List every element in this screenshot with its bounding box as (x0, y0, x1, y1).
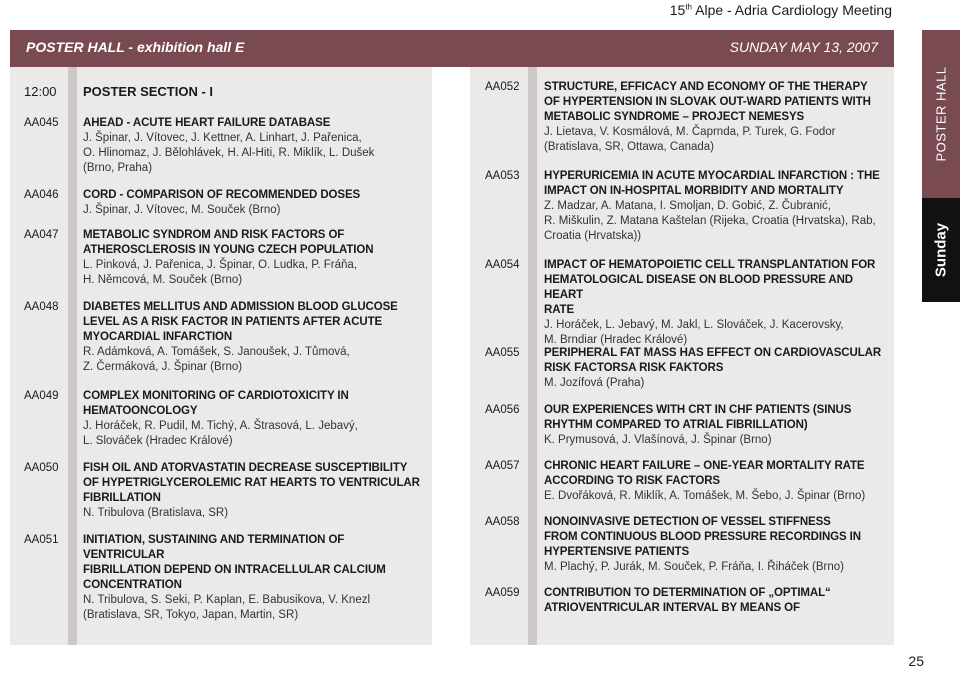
abstract-code: AA057 (485, 460, 520, 472)
abstract-title-line: IMPACT ON IN-HOSPITAL MORBIDITY AND MORTALITY (544, 185, 844, 197)
abstract-title-line: HYPERURICEMIA IN ACUTE MYOCARDIAL INFARCTION : THE (544, 170, 880, 182)
abstract-code: AA050 (24, 462, 59, 474)
abstract-authors-line: H. Němcová, M. Souček (Brno) (83, 274, 243, 286)
conference-title: 15th Alpe - Adria Cardiology Meeting (669, 2, 892, 18)
abstract-title-line: CHRONIC HEART FAILURE – ONE-YEAR MORTALITY RATE (544, 460, 865, 472)
abstract-authors-line: J. Horáček, L. Jebavý, M. Jakl, L. Slováček, J. Kacerovsky, (544, 319, 844, 331)
abstract-code: AA049 (24, 390, 59, 402)
abstract-code: AA047 (24, 229, 59, 241)
abstract-title-line: AHEAD - ACUTE HEART FAILURE DATABASE (83, 117, 331, 129)
abstract-title-line: METABOLIC SYNDROM AND RISK FACTORS OF (83, 229, 345, 241)
abstract-authors-line: Z. Madzar, A. Matana, I. Smoljan, D. Gobić, Z. Čubranić, (544, 200, 831, 212)
abstract-code: AA059 (485, 587, 520, 599)
abstract-title-line: ATHEROSCLEROSIS IN YOUNG CZECH POPULATION (83, 244, 374, 256)
session-date: SUNDAY MAY 13, 2007 (729, 39, 878, 55)
abstract-authors-line: (Bratislava, SR, Ottawa, Canada) (544, 141, 715, 153)
right-column-divider (528, 67, 537, 645)
abstract-title-line: COMPLEX MONITORING OF CARDIOTOXICITY IN (83, 390, 349, 402)
left-column-divider (68, 67, 77, 645)
abstract-code: AA051 (24, 534, 59, 546)
abstract-title-line: MYOCARDIAL INFARCTION (83, 331, 233, 343)
abstract-authors-line: J. Horáček, R. Pudil, M. Tichý, A. Štrasová, L. Jebavý, (83, 420, 358, 432)
abstract-authors-line: (Bratislava, SR, Tokyo, Japan, Martin, SR) (83, 609, 299, 621)
abstract-code: AA054 (485, 259, 520, 271)
abstract-title-line: OF HYPETRIGLYCEROLEMIC RAT HEARTS TO VENTRICULAR (83, 477, 420, 489)
header-band (10, 30, 894, 67)
abstract-title-line: METABOLIC SYNDROME – PROJECT NEMESYS (544, 111, 805, 123)
abstract-authors-line: J. Špinar, J. Vítovec, M. Souček (Brno) (83, 204, 281, 216)
abstract-code: AA056 (485, 404, 520, 416)
abstract-code: AA045 (24, 117, 59, 129)
abstract-title-line: HYPERTENSIVE PATIENTS (544, 546, 690, 558)
abstract-title-line: ATRIOVENTRICULAR INTERVAL BY MEANS OF (544, 602, 800, 614)
abstract-title-line: IMPACT OF HEMATOPOIETIC CELL TRANSPLANTATION FOR (544, 259, 876, 271)
abstract-title-line: FROM CONTINUOUS BLOOD PRESSURE RECORDINGS IN (544, 531, 861, 543)
abstract-title-line: FIBRILLATION DEPEND ON INTRACELLULAR CALCIUM (83, 564, 386, 576)
abstract-code: AA048 (24, 301, 59, 313)
side-tab-poster-hall: POSTER HALL (922, 30, 960, 198)
abstract-title-line: FISH OIL AND ATORVASTATIN DECREASE SUSCEPTIBILITY (83, 462, 408, 474)
abstract-title-line: FIBRILLATION (83, 492, 161, 504)
poster-hall-label: POSTER HALL - exhibition hall E (26, 39, 245, 55)
page-number: 25 (908, 653, 924, 669)
abstract-authors-line: J. Lietava, V. Kosmálová, M. Čaprnda, P. Turek, G. Fodor (544, 126, 836, 138)
abstract-code: AA053 (485, 170, 520, 182)
abstract-title-line: OF HYPERTENSION IN SLOVAK OUT-WARD PATIENTS WITH (544, 96, 871, 108)
abstract-title-line: NONOINVASIVE DETECTION OF VESSEL STIFFNESS (544, 516, 831, 528)
abstract-title-line: CONCENTRATION (83, 579, 182, 591)
abstract-authors-line: L. Slováček (Hradec Králové) (83, 435, 233, 447)
abstract-authors-line: K. Prymusová, J. Vlašínová, J. Špinar (Brno) (544, 434, 772, 446)
abstract-authors-line: J. Špinar, J. Vítovec, J. Kettner, A. Linhart, J. Pařenica, (83, 132, 362, 144)
abstract-authors-line: E. Dvořáková, R. Miklík, A. Tomášek, M. Šebo, J. Špinar (Brno) (544, 490, 866, 502)
abstract-code: AA058 (485, 516, 520, 528)
section-title: POSTER SECTION - I (83, 84, 214, 99)
abstract-title-line: CORD - COMPARISON OF RECOMMENDED DOSES (83, 189, 361, 201)
abstract-title-line: DIABETES MELLITUS AND ADMISSION BLOOD GLUCOSE (83, 301, 398, 313)
abstract-authors-line: L. Pinková, J. Pařenica, J. Špinar, O. Ludka, P. Fráňa, (83, 259, 358, 271)
abstract-code: AA055 (485, 347, 520, 359)
abstract-title-line: INITIATION, SUSTAINING AND TERMINATION OF VENTRICULAR (83, 534, 345, 561)
side-tab-sunday: Sunday (922, 198, 960, 302)
abstract-title-line: CONTRIBUTION TO DETERMINATION OF „OPTIMAL“ (544, 587, 831, 599)
abstract-authors-line: M. Brndiar (Hradec Králové) (544, 334, 688, 346)
abstract-authors-line: (Brno, Praha) (83, 162, 153, 174)
abstract-title-line: ACCORDING TO RISK FACTORS (544, 475, 720, 487)
abstract-title-line: RISK FACTORSA RISK FAKTORS (544, 362, 724, 374)
abstract-authors-line: R. Miškulin, Z. Matana Kaštelan (Rijeka, Croatia (Hrvatska), Rab, (544, 215, 876, 227)
abstract-title-line: PERIPHERAL FAT MASS HAS EFFECT ON CARDIOVASCULAR (544, 347, 882, 359)
abstract-authors-line: N. Tribulova (Bratislava, SR) (83, 507, 229, 519)
abstract-title-line: RATE (544, 304, 575, 316)
abstract-title-line: HEMATOONCOLOGY (83, 405, 198, 417)
abstract-title-line: OUR EXPERIENCES WITH CRT IN CHF PATIENTS (SINUS (544, 404, 852, 416)
abstract-authors-line: Croatia (Hrvatska)) (544, 230, 642, 242)
abstract-authors-line: M. Jozífová (Praha) (544, 377, 645, 389)
abstract-code: AA046 (24, 189, 59, 201)
abstract-title-line: RHYTHM COMPARED TO ATRIAL FIBRILLATION) (544, 419, 808, 431)
abstract-authors-line: M. Plachý, P. Jurák, M. Souček, P. Fráňa, I. Řiháček (Brno) (544, 561, 844, 573)
abstract-authors-line: Z. Čermáková, J. Špinar (Brno) (83, 361, 243, 373)
abstract-title-line: LEVEL AS A RISK FACTOR IN PATIENTS AFTER ACUTE (83, 316, 383, 328)
abstract-authors-line: N. Tribulova, S. Seki, P. Kaplan, E. Babusikova, V. Knezl (83, 594, 371, 606)
abstract-code: AA052 (485, 81, 520, 93)
section-time: 12:00 (24, 84, 57, 99)
abstract-title-line: HEMATOLOGICAL DISEASE ON BLOOD PRESSURE AND HEART (544, 274, 853, 301)
abstract-authors-line: R. Adámková, A. Tomášek, S. Janoušek, J. Tůmová, (83, 346, 350, 358)
abstract-authors-line: O. Hlinomaz, J. Bělohlávek, H. Al-Hiti, R. Miklík, L. Dušek (83, 147, 375, 159)
abstract-title-line: STRUCTURE, EFFICACY AND ECONOMY OF THE THERAPY (544, 81, 868, 93)
